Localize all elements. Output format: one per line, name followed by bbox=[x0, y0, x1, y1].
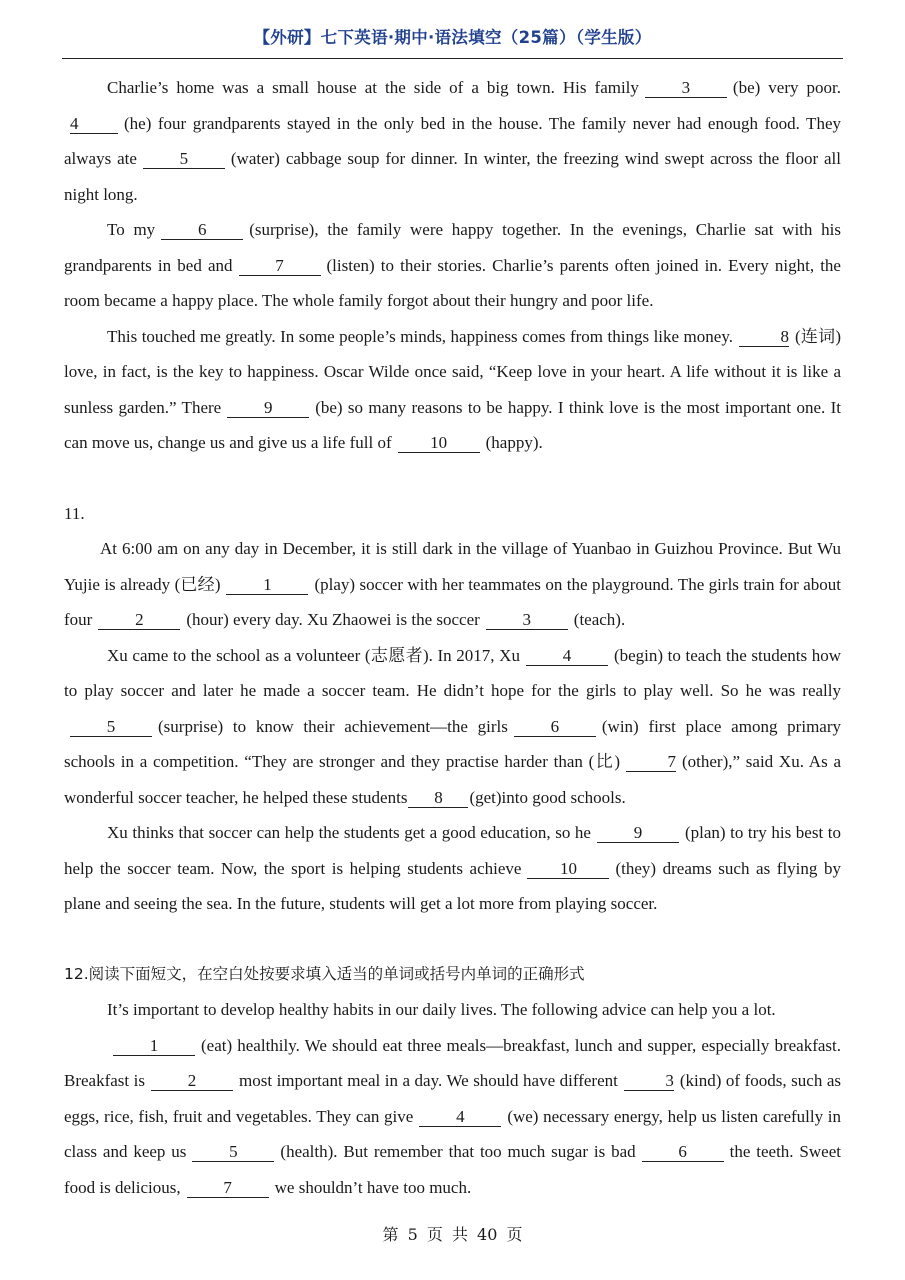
blank-11-7[interactable]: 7 bbox=[626, 752, 676, 772]
blank-11-1[interactable]: 1 bbox=[226, 575, 308, 595]
blank-11-4[interactable]: 4 bbox=[526, 646, 608, 666]
page-footer: 第 5 页 共 40 页 bbox=[382, 1225, 523, 1244]
passage10-paragraph-2: To my 6 (surprise), the family were happy together. In the evenings, Charlie sat with his grandparents in bed and 7 (listen) to their stories. Charlie’s parents often joined in. Every night, the room became a happy place. The whole family forgot about their hungry and poor life. bbox=[64, 220, 842, 310]
blank-11-5[interactable]: 5 bbox=[70, 717, 152, 737]
blank-10-3[interactable]: 3 bbox=[645, 78, 727, 98]
blank-12-1[interactable]: 1 bbox=[113, 1036, 195, 1056]
blank-10-10[interactable]: 10 bbox=[398, 433, 480, 453]
blank-11-2[interactable]: 2 bbox=[98, 610, 180, 630]
passage10-paragraph-1: Charlie’s home was a small house at the side of a big town. His family 3 (be) very poor. 4 (he) four grandparents stayed in the only bed in the house. The family never had enough food. They always ate 5 (water) cabbage soup for dinner. In winter, the freezing wind swept across the floor all night long. bbox=[64, 78, 841, 204]
passage10-paragraph-3: This touched me greatly. In some people’s minds, happiness comes from things like money. 8 (连词) love, in fact, is the key to happiness. Oscar Wilde once said, “Keep love in your heart. A life without it is like a sunless garden.” There 9 (be) so many reasons to be happy. I think love is the most important one. It can move us, change us and give us a life full of 10 (happy). bbox=[64, 326, 841, 452]
passage11-paragraph-2: Xu came to the school as a volunteer (志愿者). In 2017, Xu 4 (begin) to teach the students how to play soccer and later he made a soccer team. He didn’t hope for the girls to play well. So he was really5 (surprise) to know their achievement—the girls 6 (win) first place among primary schools in a competition. “They are stronger and they practise harder than (比) 7 (other),” said Xu. As a wonderful soccer teacher, he helped these students 8 (get)into good schools. bbox=[64, 645, 841, 807]
blank-10-8[interactable]: 8 bbox=[739, 327, 789, 347]
blank-11-9[interactable]: 9 bbox=[597, 823, 679, 843]
blank-12-7[interactable]: 7 bbox=[187, 1178, 269, 1198]
blank-12-3[interactable]: 3 bbox=[624, 1071, 674, 1091]
blank-11-8[interactable]: 8 bbox=[408, 788, 468, 808]
question-number-11: 11. bbox=[64, 503, 85, 523]
blank-10-5[interactable]: 5 bbox=[143, 149, 225, 169]
blank-12-4[interactable]: 4 bbox=[419, 1107, 501, 1127]
worksheet-body bbox=[64, 70, 841, 1205]
blank-12-2[interactable]: 2 bbox=[151, 1071, 233, 1091]
blank-10-9[interactable]: 9 bbox=[227, 398, 309, 418]
blank-11-6[interactable]: 6 bbox=[514, 717, 596, 737]
blank-11-3[interactable]: 3 bbox=[486, 610, 568, 630]
passage12-paragraph-2: 1 (eat) healthily. We should eat three meals—breakfast, lunch and supper, especially breakfast. Breakfast is 2 most important meal in a day. We should have different 3 (kind) of foods, such as eggs, rice, fish, fruit and vegetables. They can give 4 (we) necessary energy, help us listen carefully in class and keep us 5 (health). But remember that too much sugar is bad 6 the teeth. Sweet food is delicious, 7 we shouldn’t have too much. bbox=[64, 1035, 841, 1197]
passage11-paragraph-3: Xu thinks that soccer can help the students get a good education, so he 9 (plan) to try his best to help the soccer team. Now, the sport is helping students achieve 10 (they) dreams such as flying by plane and seeing the sea. In the future, students will get a lot more from playing soccer. bbox=[64, 823, 841, 913]
blank-11-10[interactable]: 10 bbox=[527, 859, 609, 879]
document-header-title: 【外研】七下英语·期中·语法填空（25篇）（学生版） bbox=[253, 28, 652, 47]
question-12-heading: 12.阅读下面短文，在空白处按要求填入适当的单词或括号内单词的正确形式 bbox=[64, 964, 585, 983]
blank-10-6[interactable]: 6 bbox=[161, 220, 243, 240]
header-divider bbox=[62, 58, 843, 59]
blank-12-6[interactable]: 6 bbox=[642, 1142, 724, 1162]
passage11-paragraph-1: At 6:00 am on any day in December, it is still dark in the village of Yuanbao in Guizhou Province. But Wu Yujie is already (已经) 1 (play) soccer with her teammates on the playground. The girls train for about four 2 (hour) every day. Xu Zhaowei is the soccer 3 (teach). bbox=[64, 539, 841, 629]
blank-10-7[interactable]: 7 bbox=[239, 256, 321, 276]
passage12-paragraph-1: It’s important to develop healthy habits in our daily lives. The following advice can help you a lot. bbox=[107, 1000, 776, 1019]
blank-12-5[interactable]: 5 bbox=[192, 1142, 274, 1162]
blank-10-4[interactable]: 4 bbox=[70, 114, 118, 134]
